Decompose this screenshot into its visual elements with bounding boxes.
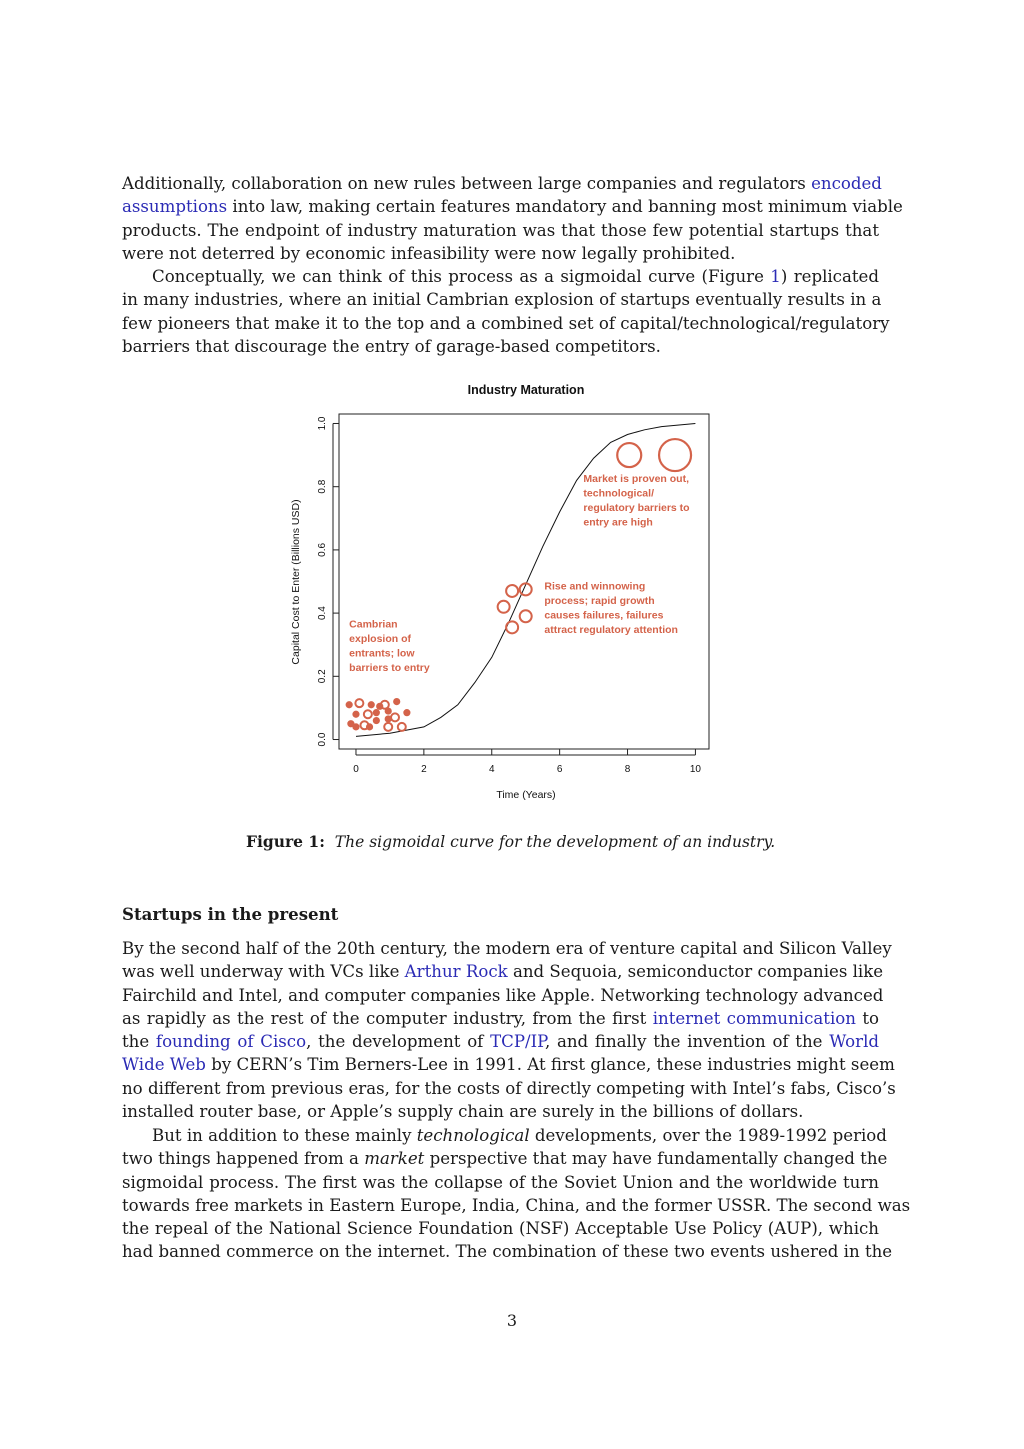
link-world-wide-web-2[interactable]: Wide Web bbox=[122, 1055, 206, 1075]
text-line: few pioneers that make it to the top and a combined set of capital/technological/regulatory bbox=[122, 313, 890, 333]
link-figure-1[interactable]: 1 bbox=[770, 267, 781, 286]
link-founding-of-cisco[interactable]: founding of Cisco bbox=[155, 1032, 307, 1052]
y-tick-label: 0.4 bbox=[317, 606, 328, 621]
bubble-point bbox=[374, 718, 379, 723]
y-tick-label: 0.2 bbox=[317, 669, 328, 684]
text-line: no different from previous eras, for the costs of directly competing with Intel’s fabs, Cisco’s bbox=[122, 1078, 896, 1098]
link-world-wide-web[interactable]: World bbox=[829, 1032, 879, 1052]
annotation-line: attract regulatory attention bbox=[544, 624, 678, 637]
text-line: two things happened from a market perspective that may have fundamentally changed the bbox=[122, 1149, 888, 1169]
caption-label: Figure 1: bbox=[246, 832, 325, 851]
link-encoded-assumptions-2[interactable]: assumptions bbox=[122, 197, 228, 217]
text-line: By the second half of the 20th century, the modern era of venture capital and Silicon Valley bbox=[122, 939, 892, 958]
link-arthur-rock[interactable]: Arthur Rock bbox=[404, 962, 508, 982]
annotation-line: regulatory barriers to bbox=[583, 502, 690, 515]
y-axis-label: Capital Cost to Enter (Billions USD) bbox=[290, 499, 302, 665]
annotation-line: causes failures, failures bbox=[544, 609, 664, 622]
caption-text: The sigmoidal curve for the development of an industry. bbox=[334, 833, 776, 851]
link-encoded-assumptions[interactable]: encoded bbox=[811, 174, 882, 193]
bubble-point bbox=[367, 724, 372, 729]
bubble-point bbox=[404, 710, 409, 715]
y-tick-label: 0.0 bbox=[317, 732, 328, 747]
paragraph-3 bbox=[122, 937, 896, 1123]
section-title: Startups in the present bbox=[122, 904, 339, 924]
x-tick-label: 6 bbox=[556, 764, 563, 775]
bubble-point bbox=[394, 699, 399, 704]
bubble-point bbox=[386, 708, 391, 713]
text-line: assumptions into law, making certain features mandatory and banning most minimum viable bbox=[122, 197, 903, 217]
link-internet-communication[interactable]: internet communication bbox=[652, 1008, 856, 1028]
bubble-point bbox=[353, 712, 358, 717]
text-line: towards free markets in Eastern Europe, India, China, and the former USSR. The second was bbox=[122, 1195, 911, 1215]
bubble-point bbox=[353, 724, 358, 729]
text-line: barriers that discourage the entry of garage-based competitors. bbox=[122, 336, 661, 356]
bubble-point bbox=[386, 716, 391, 721]
annotation-line: technological/ bbox=[583, 487, 654, 500]
bubble-point bbox=[369, 702, 374, 707]
link-tcp-ip[interactable]: TCP/IP bbox=[490, 1032, 545, 1052]
annotation-line: entry are high bbox=[583, 516, 653, 529]
annotation-line: Market is proven out, bbox=[583, 472, 690, 485]
text-line: But in addition to these mainly technological developments, over the 1989-1992 period bbox=[152, 1126, 887, 1145]
annotation-line: entrants; low bbox=[349, 647, 415, 660]
y-tick-label: 0.8 bbox=[317, 479, 328, 494]
annotation-line: Rise and winnowing bbox=[544, 580, 646, 593]
text-line: were not deterred by economic infeasibility were now legally prohibited. bbox=[122, 243, 736, 263]
bubble-point bbox=[347, 702, 352, 707]
text-line: had banned commerce on the internet. The combination of these two events ushered in the bbox=[122, 1242, 893, 1262]
x-axis-label: Time (Years) bbox=[496, 789, 556, 801]
text-line: the founding of Cisco, the development of TCP/IP, and finally the invention of the World bbox=[122, 1032, 879, 1052]
text-line: the repeal of the National Science Foundation (NSF) Acceptable Use Policy (AUP), which bbox=[122, 1219, 879, 1239]
annotation-line: Cambrian bbox=[349, 618, 398, 631]
x-tick-label: 8 bbox=[624, 764, 631, 775]
text-line: sigmoidal process. The first was the collapse of the Soviet Union and the worldwide turn bbox=[122, 1172, 879, 1192]
paragraph-1 bbox=[122, 172, 903, 265]
annotation-line: process; rapid growth bbox=[544, 595, 655, 608]
chart-title: Industry Maturation bbox=[467, 383, 585, 397]
y-tick-label: 0.6 bbox=[317, 542, 328, 557]
x-tick-label: 4 bbox=[488, 764, 495, 775]
x-tick-label: 2 bbox=[421, 764, 427, 775]
text-line: Conceptually, we can think of this process as a sigmoidal curve (Figure 1) replicated bbox=[152, 267, 879, 286]
text-line: installed router base, or Apple’s supply chain are surely in the billions of dollars. bbox=[122, 1102, 804, 1122]
text-line: Wide Web by CERN’s Tim Berners-Lee in 1991. At first glance, these industries might seem bbox=[122, 1055, 895, 1075]
annotation-line: explosion of bbox=[349, 632, 412, 645]
text-line: was well underway with VCs like Arthur Rock and Sequoia, semiconductor companies like bbox=[122, 962, 884, 982]
text-line: as rapidly as the rest of the computer industry, from the first internet communication to bbox=[122, 1008, 879, 1028]
y-tick-label: 1.0 bbox=[317, 416, 328, 431]
paragraph-2 bbox=[122, 265, 890, 358]
text-line: in many industries, where an initial Cambrian explosion of startups eventually results in a bbox=[122, 290, 882, 310]
page-number: 3 bbox=[506, 1311, 518, 1330]
text-line: Additionally, collaboration on new rules between large companies and regulators encoded bbox=[122, 174, 882, 193]
sigmoid-chart bbox=[280, 378, 726, 815]
figure-industry-maturation bbox=[280, 378, 726, 815]
annotation-line: barriers to entry bbox=[349, 662, 430, 675]
x-tick-label: 10 bbox=[689, 764, 701, 775]
text-line: Fairchild and Intel, and computer companies like Apple. Networking technology advanced bbox=[122, 985, 884, 1005]
figure-caption bbox=[246, 832, 775, 851]
x-tick-label: 0 bbox=[353, 764, 359, 775]
paragraph-4 bbox=[122, 1124, 911, 1264]
text-line: products. The endpoint of industry maturation was that those few potential startups that bbox=[122, 220, 879, 240]
bubble-point bbox=[374, 710, 379, 715]
